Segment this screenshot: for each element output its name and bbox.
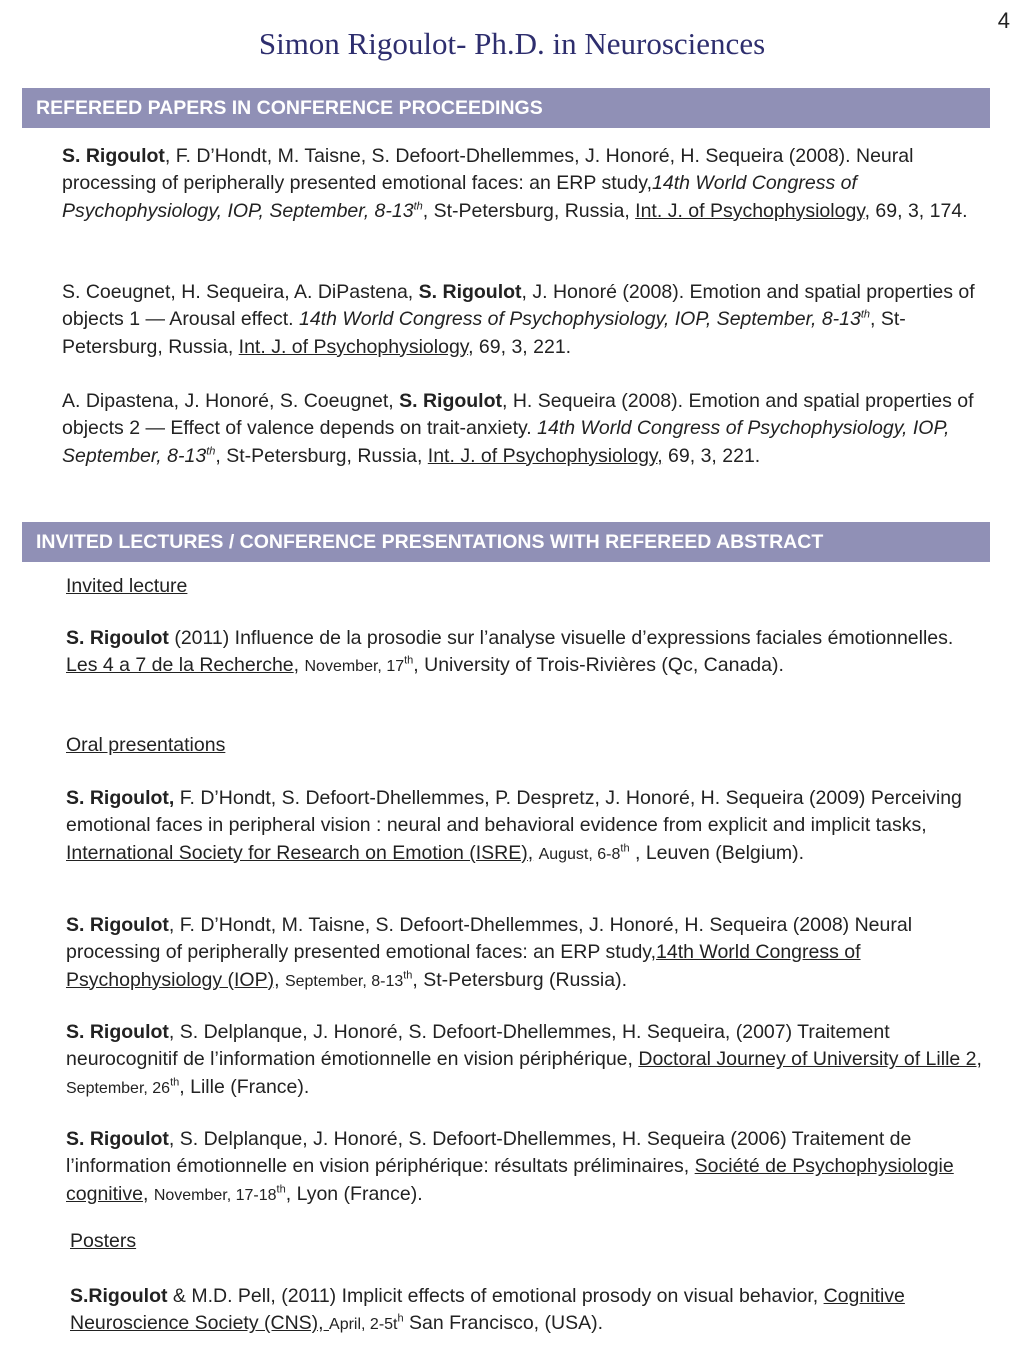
presentation-text: , S. Delplanque, J. Honoré, S. Defoort-Dhellemmes, H. Sequeira, (2007) Traitement neurocognitif de l’information émotionnelle en vision périphérique, — [66, 1021, 890, 1071]
superscript: th — [276, 1183, 286, 1196]
refereed-paper-1 — [62, 143, 992, 225]
presentation-venue: International Society for Research on Emotion (ISRE), — [66, 841, 534, 864]
subhead-oral-presentations: Oral presentations — [66, 734, 226, 756]
superscript: th — [170, 1076, 180, 1089]
superscript: th — [206, 445, 216, 458]
presentation-location: , Lille (France). — [179, 1075, 310, 1098]
poster-1 — [70, 1283, 986, 1339]
author-name: S. Rigoulot, — [66, 787, 175, 809]
oral-presentation-4 — [66, 1126, 986, 1209]
paper-location: , St-Petersburg, Russia, — [62, 308, 906, 358]
presentation-venue: Société de Psychophysiologie cognitive — [66, 1155, 954, 1205]
author-name: S. Rigoulot — [66, 914, 169, 936]
presentation-text: , F. D’Hondt, M. Taisne, S. Defoort-Dhellemmes, J. Honoré, H. Sequeira (2008) Neural processing of peripherally presented emotional faces: an ERP study, — [66, 914, 913, 964]
paper-citation: 69, 3, 174. — [870, 199, 968, 222]
paper-text: , H. Sequeira (2008). Emotion and spatial properties of objects 2 — Effect of valence depends on trait-anxiety. — [62, 390, 974, 440]
superscript: th — [404, 654, 414, 667]
presentation-date: September, 26 — [66, 1079, 171, 1097]
poster-date: April, 2-5t — [329, 1316, 398, 1334]
journal-name: Int. J. of Psychophysiology — [238, 335, 469, 358]
conference-venue: 14th World Congress of Psychophysiology, IOP, September, 8-13 — [62, 417, 950, 467]
author-name: S. Rigoulot — [66, 1128, 169, 1150]
lecture-date: November, 17 — [304, 658, 405, 676]
subhead-posters: Posters — [70, 1230, 137, 1252]
author-name: S. Rigoulot — [66, 627, 169, 649]
paper-citation: , 69, 3, 221. — [468, 335, 572, 358]
poster-venue: Cognitive Neuroscience Society (CNS), — [70, 1285, 905, 1335]
journal-name: Int. J. of Psychophysiology, — [427, 444, 663, 467]
page-title: Simon Rigoulot- Ph.D. in Neurosciences — [258, 26, 766, 61]
poster-location: San Francisco, (USA). — [403, 1312, 603, 1335]
superscript: th — [620, 842, 630, 855]
journal-name: Int. J. of Psychophysiology, — [635, 199, 871, 222]
refereed-paper-3 — [62, 388, 992, 470]
presentation-venue: 14th World Congress of Psychophysiology (IOP), — [66, 941, 861, 991]
presentation-text: F. D’Hondt, S. Defoort-Dhellemmes, P. Despretz, J. Honoré, H. Sequeira (2009) Perceiving emotional faces in peripheral vision : neural and behavioral evidence from explicit and implicit tasks, — [66, 787, 962, 837]
presentation-date: September, 8-13 — [284, 972, 404, 990]
superscript: th — [860, 308, 871, 321]
presentation-date: November, 17-18 — [153, 1186, 277, 1204]
poster-text: & M.D. Pell, (2011) Implicit effects of emotional prosody on visual behavior, — [167, 1285, 824, 1307]
lecture-text: (2011) Influence de la prosodie sur l’analyse visuelle d’expressions faciales émotionnelles. — [168, 627, 954, 649]
presentation-date: August, 6-8 — [538, 845, 621, 863]
author-name: S. Rigoulot — [418, 281, 522, 303]
oral-presentation-3 — [66, 1019, 986, 1102]
presentation-location: , Leuven (Belgium). — [629, 841, 805, 864]
refereed-paper-2 — [62, 279, 992, 361]
paper-text: , J. Honoré (2008). Emotion and spatial properties of objects 1 — Arousal effect. — [62, 281, 975, 331]
superscript: h — [397, 1312, 404, 1325]
invited-lecture-entry — [66, 625, 986, 681]
presentation-venue: Doctoral Journey of University of Lille 2, — [638, 1048, 982, 1071]
page-number: 4 — [997, 8, 1010, 33]
paper-location: , St-Petersburg, Russia, — [422, 199, 636, 222]
separator: , — [293, 654, 305, 677]
coauthors: A. Dipastena, J. Honoré, S. Coeugnet, — [62, 390, 400, 412]
author-name: S. Rigoulot — [62, 145, 165, 167]
paper-citation: 69, 3, 221. — [662, 444, 761, 467]
presentation-location: , St-Petersburg (Russia). — [412, 968, 627, 991]
paper-location: , St-Petersburg, Russia, — [215, 444, 428, 467]
section-header-invited-lectures: INVITED LECTURES / CONFERENCE PRESENTATIONS WITH REFEREED ABSTRACT — [22, 522, 990, 562]
author-name: S.Rigoulot — [70, 1285, 168, 1307]
paper-text: , F. D’Hondt, M. Taisne, S. Defoort-Dhellemmes, J. Honoré, H. Sequeira (2008). Neural processing of peripherally presented emotional faces: an ERP study, — [62, 145, 914, 195]
author-name: S. Rigoulot — [66, 1021, 169, 1043]
superscript: th — [413, 200, 423, 213]
coauthors: S. Coeugnet, H. Sequeira, A. DiPastena, — [62, 281, 419, 303]
oral-presentation-2 — [66, 912, 986, 995]
lecture-venue: Les 4 a 7 de la Recherche — [66, 654, 294, 677]
presentation-location: , Lyon (France). — [285, 1182, 423, 1205]
lecture-location: , University of Trois-Rivières (Qc, Canada). — [413, 654, 784, 677]
author-name: S. Rigoulot — [399, 390, 503, 412]
conference-venue: 14th World Congress of Psychophysiology, IOP, September, 8-13 — [62, 172, 857, 222]
oral-presentation-1 — [66, 785, 986, 868]
superscript: th — [403, 969, 413, 982]
separator: , — [142, 1182, 154, 1205]
presentation-text: , S. Delplanque, J. Honoré, S. Defoort-Dhellemmes, H. Sequeira (2006) Traitement de l’information émotionnelle en vision périphérique: résultats préliminaires, — [66, 1128, 912, 1178]
subhead-invited-lecture: Invited lecture — [66, 575, 188, 597]
conference-venue: 14th World Congress of Psychophysiology, IOP, September, 8-13 — [299, 308, 861, 331]
section-header-refereed-papers: REFEREED PAPERS IN CONFERENCE PROCEEDINGS — [22, 88, 990, 128]
